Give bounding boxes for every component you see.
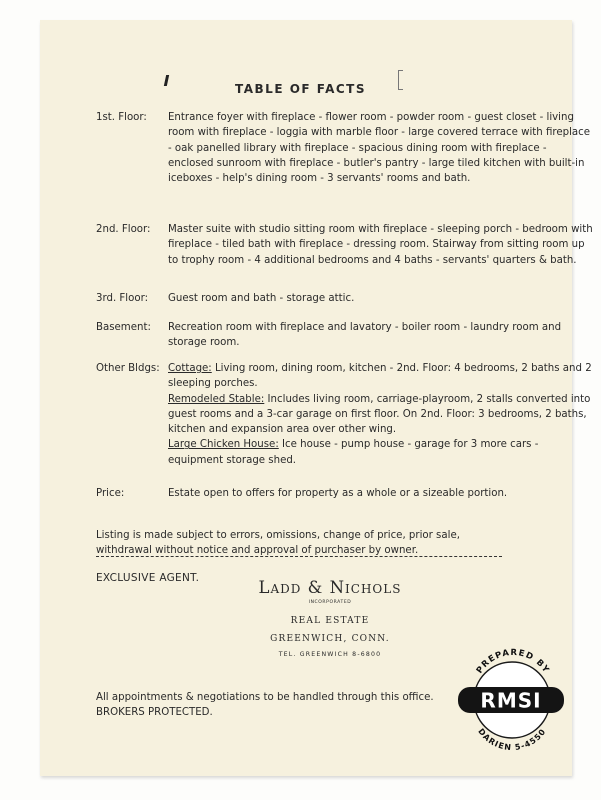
listing-disclaimer: Listing is made subject to errors, omissions, change of price, prior sale, withdrawal without notice and approval of purchaser by owner. — [96, 530, 460, 557]
exclusive-agent-label: EXCLUSIVE AGENT. — [96, 572, 200, 584]
buildings-list — [168, 361, 593, 468]
row-text: Guest room and bath - storage attic. — [168, 293, 355, 304]
firm-business: REAL ESTATE — [290, 616, 370, 626]
badge-top-text: PREPARED BY — [474, 647, 552, 676]
firm-telephone: TEL. GREENWICH 8-6800 — [278, 651, 382, 658]
badge-main-text: RMSI — [480, 688, 542, 713]
building-name: Cottage: — [168, 363, 212, 374]
row-text: Estate open to offers for property as a whole or a sizeable portion. — [168, 488, 508, 499]
building-text: Includes living room, carriage-playroom, 2 stalls converted into guest rooms and a 3-car garage on first floor. On 2nd. Floor: 3 bedrooms, 2 baths, kitchen and expansion area over other wing. — [168, 393, 591, 436]
building-name: Remodeled Stable: — [168, 393, 265, 405]
appointments-text: All appointments & negotiations to be handled through this office. — [96, 692, 434, 703]
building-text: Ice house - pump house - garage for 3 more cars - equipment storage shed. — [168, 439, 539, 466]
building-name: Large Chicken House: — [168, 439, 279, 451]
row-text: Recreation room with fireplace and lavatory - boiler room - laundry room and storage room. — [168, 322, 562, 349]
row-text: Entrance foyer with fireplace - flower room - powder room - guest closet - living room with fireplace - loggia with marble floor - large covered terrace with fireplace - oak panelled library with fireplace - spacious dining room with fireplace - enclosed sunroom with fireplace - butler's pantry - large tiled kitchen with built-in iceboxes - help's dining room - 3 servants' rooms and bath. — [168, 112, 591, 185]
row-label: Price: — [96, 488, 125, 499]
row-label: 3rd. Floor: — [96, 293, 149, 304]
building-chicken-house — [168, 437, 593, 468]
dashed-divider — [96, 556, 502, 557]
document-title: TABLE OF FACTS — [234, 82, 367, 96]
firm-name: Ladd & Nichols — [258, 578, 402, 597]
building-stable — [168, 392, 593, 438]
row-label: Other Bldgs: — [96, 363, 160, 374]
appointments-note — [96, 690, 476, 721]
row-label: 2nd. Floor: — [96, 224, 151, 235]
building-text: Living room, dining room, kitchen - 2nd. Floor: 4 bedrooms, 2 baths and 2 sleeping porches. — [168, 363, 592, 390]
badge-bottom-text: DARIEN 5-4550 — [476, 726, 548, 753]
row-label: 1st. Floor: — [96, 112, 147, 123]
rmsi-badge — [456, 644, 566, 756]
brokers-protected: BROKERS PROTECTED. — [96, 707, 213, 719]
row-text: Master suite with studio sitting room with fireplace - sleeping porch - bedroom with fireplace - tiled bath with fireplace - dressing room. Stairway from sitting room up to trophy room - 4 additional bedrooms and 4 baths - servants' quarters & bath. — [168, 224, 593, 266]
row-label: Basement: — [96, 322, 151, 333]
building-cottage — [168, 361, 593, 392]
firm-incorporated: INCORPORATED — [308, 600, 352, 605]
firm-location: GREENWICH, CONN. — [270, 634, 390, 644]
